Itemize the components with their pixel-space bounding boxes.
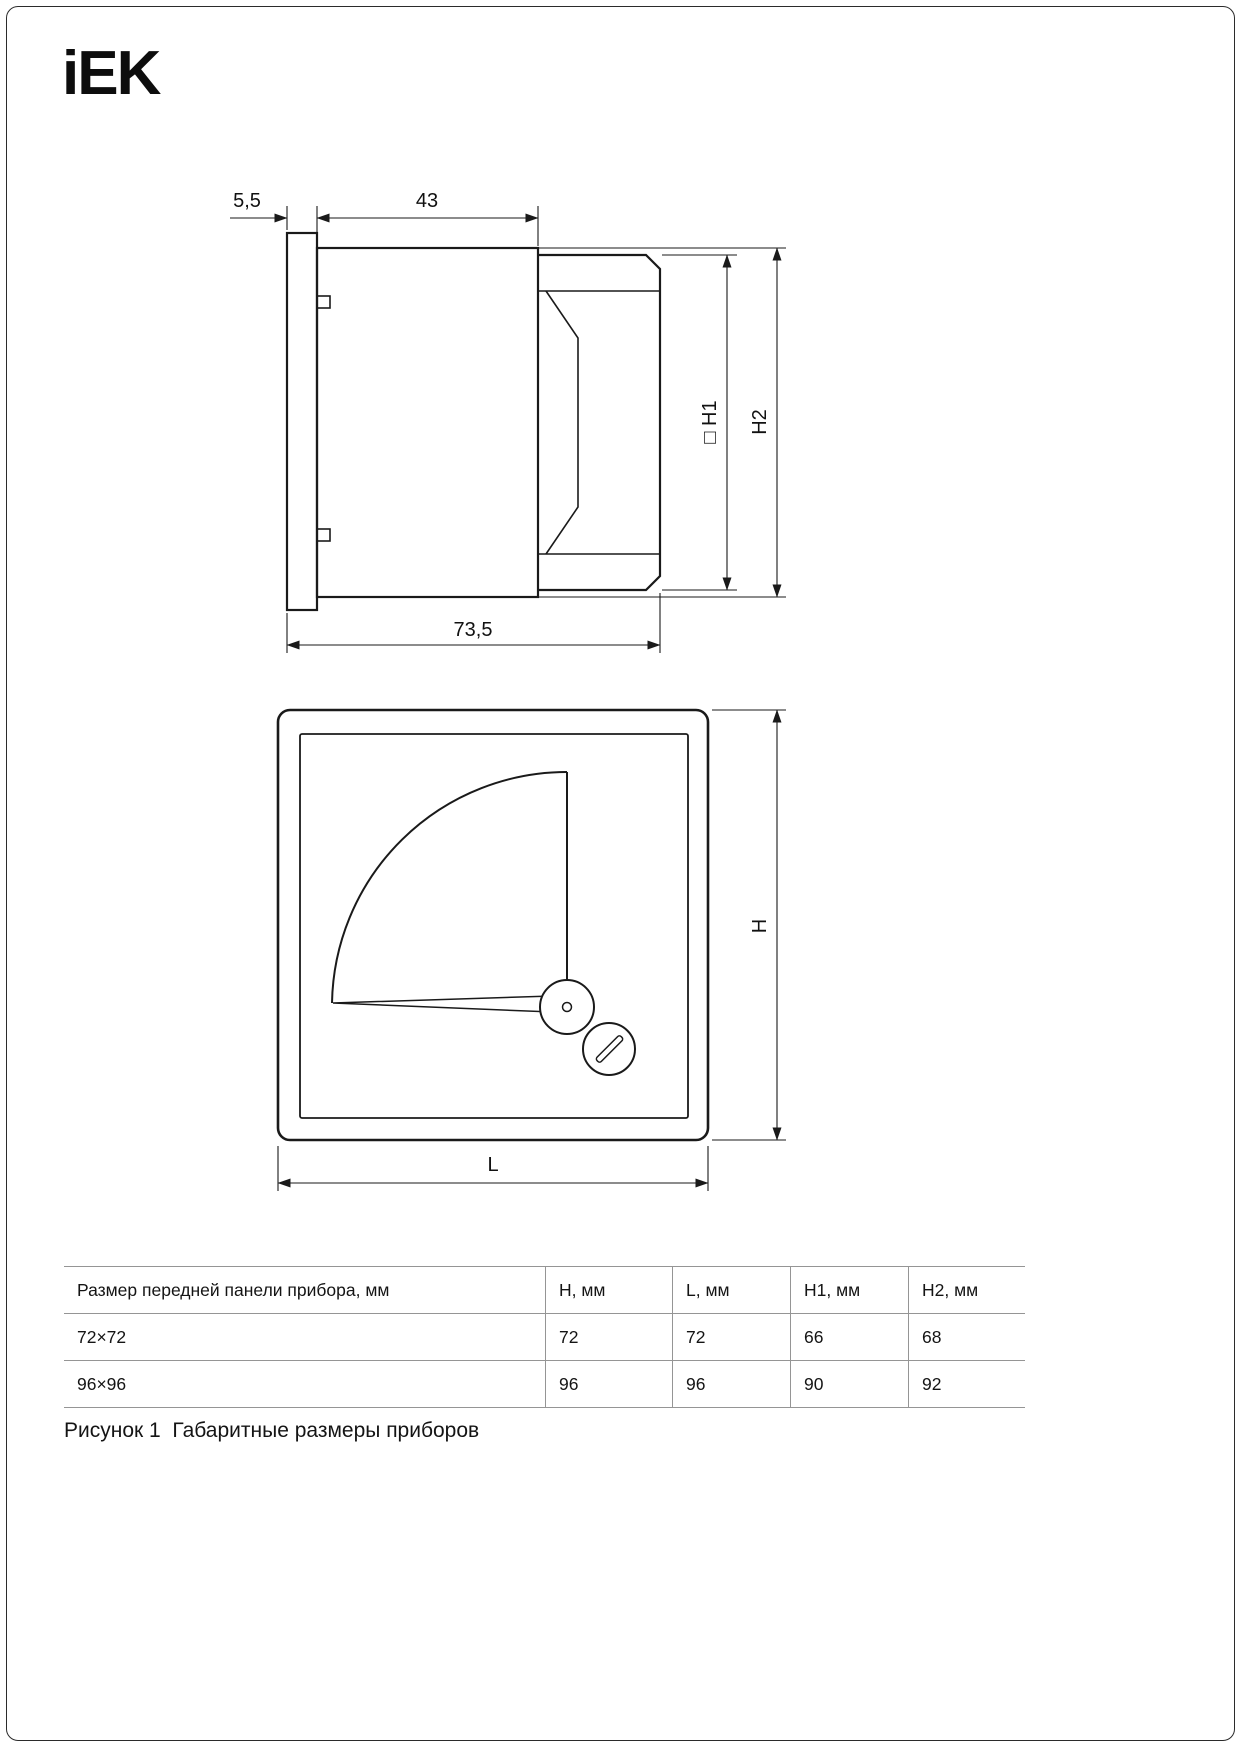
table-cell: 68 xyxy=(908,1314,1025,1360)
side-terminal-profile xyxy=(546,291,578,554)
side-clip-top xyxy=(317,296,330,308)
table-cell: 90 xyxy=(790,1361,908,1407)
iek-logo: iEK xyxy=(62,39,160,108)
table-header-l: L, мм xyxy=(672,1267,790,1313)
front-view xyxy=(278,710,708,1140)
side-body xyxy=(317,248,538,597)
dimension-labels xyxy=(233,190,771,1176)
figure-caption: Рисунок 1 Габаритные размеры приборов xyxy=(64,1419,480,1442)
table-cell: 72 xyxy=(545,1314,672,1360)
dim-label-front-depth: 43 xyxy=(415,190,439,212)
side-view xyxy=(287,233,660,610)
table-cell: 66 xyxy=(790,1314,908,1360)
needle-pivot xyxy=(540,980,594,1034)
side-flange xyxy=(287,233,317,610)
zero-adjust-screw xyxy=(583,1023,635,1075)
table-header-h: H, мм xyxy=(545,1267,672,1313)
table-header-row xyxy=(64,1266,1025,1313)
dim-label-total-depth: 73,5 xyxy=(453,619,493,641)
table-header-panel-size: Размер передней панели прибора, мм xyxy=(77,1279,390,1300)
dim-label-l: L xyxy=(487,1154,499,1176)
table-header-h2: H2, мм xyxy=(908,1267,1025,1313)
table-cell: 72×72 xyxy=(77,1326,127,1347)
table-header-h1: H1, мм xyxy=(790,1267,908,1313)
table-cell: 96 xyxy=(545,1361,672,1407)
dim-label-flange: 5,5 xyxy=(233,190,261,212)
table-cell: 92 xyxy=(908,1361,1025,1407)
table-cell: 96×96 xyxy=(77,1373,127,1394)
side-clip-bottom xyxy=(317,529,330,541)
table-row-72 xyxy=(64,1313,1025,1360)
dim-label-h2: H2 xyxy=(749,409,771,435)
dim-label-h1: □ H1 xyxy=(699,400,721,444)
table-cell: 96 xyxy=(672,1361,790,1407)
dim-label-h: H xyxy=(749,918,771,934)
front-bezel xyxy=(278,710,708,1140)
table-cell: 72 xyxy=(672,1314,790,1360)
needle xyxy=(333,996,552,1012)
dimensions-table xyxy=(64,1266,1025,1408)
table-row-96 xyxy=(64,1360,1025,1408)
dial-arc xyxy=(332,772,567,1003)
